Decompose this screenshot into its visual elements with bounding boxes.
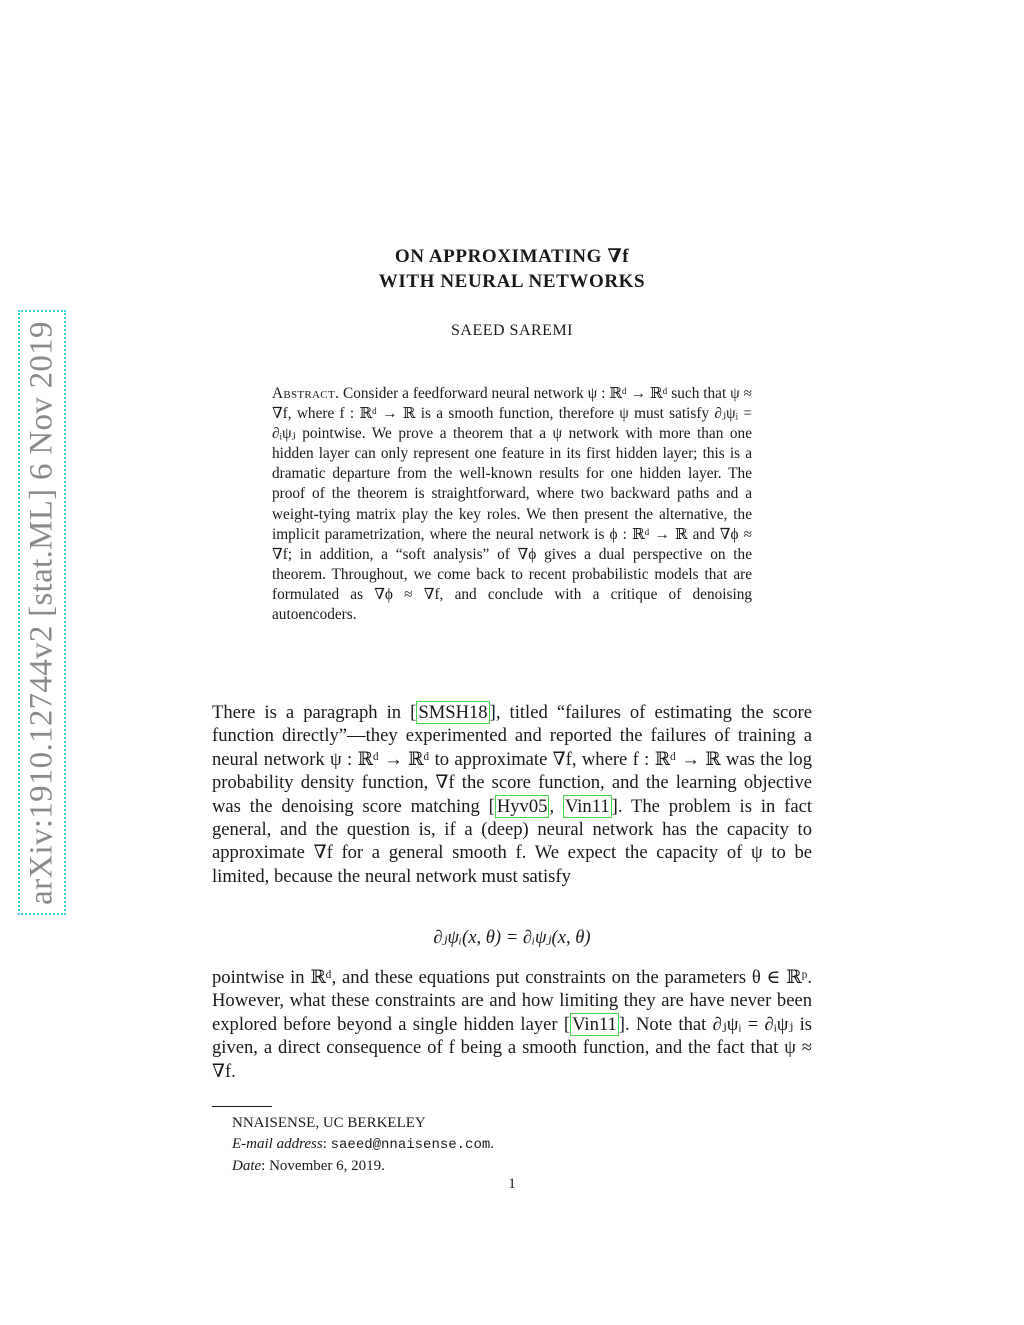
email-line: E-mail address: saeed@nnaisense.com. (232, 1136, 495, 1153)
author-name: SAEED SAREMI (450, 322, 573, 339)
paragraph-intro-part-2: , titled “failures of estimating the score function directly”—they experimented and reported the failures of training a neural network ψ : ℝᵈ → ℝᵈ to approximate ∇f, where f : ℝᵈ → ℝ was the log probability density function, ∇f the score function, and the learning objective was the denoising score matching (212, 702, 812, 817)
title-line-2: WITH NEURAL NETWORKS (378, 271, 646, 292)
abstract-label: Abstract. (272, 385, 340, 402)
date-label: Date (232, 1158, 262, 1174)
title-line-1: ON APPROXIMATING ∇f (394, 246, 630, 267)
abstract (272, 384, 752, 625)
citation-link-vin11-second[interactable]: Vin11 (572, 1013, 617, 1035)
arxiv-identifier: arXiv:1910.12744v2 [stat.ML] 6 Nov 2019 (23, 320, 60, 905)
citation-link-hyv05[interactable]: Hyv05 (496, 795, 548, 817)
symmetry-equation: ∂ⱼψᵢ(x, θ) = ∂ᵢψⱼ(x, θ) (433, 927, 591, 948)
footnotes (232, 1113, 494, 1177)
paragraph-intro-part-1: There is a paragraph in (212, 702, 411, 723)
date-value: November 6, 2019. (269, 1158, 385, 1174)
email-label: E-mail address (232, 1136, 323, 1152)
citation-link-vin11[interactable]: Vin11 (564, 795, 610, 817)
affiliation: NNAISENSE, UC BERKELEY (232, 1115, 426, 1131)
date-line: Date: November 6, 2019. (232, 1158, 385, 1174)
abstract-text: Consider a feedforward neural network ψ : ℝᵈ → ℝᵈ such that ψ ≈ ∇f, where f : ℝᵈ → ℝ is a smooth function, therefore ψ must satisfy ∂ⱼψᵢ = ∂ᵢψⱼ pointwise. We prove a theorem that a ψ network with more than one hidden layer can only represent one feature in its first hidden layer; this is a dramatic departure from the well-known results for one hidden layer. The proof of the theorem is straightforward, where two backward paths and a weight-tying matrix play the key roles. We then present the alternative, the implicit parametrization, where the neural network is ϕ : ℝᵈ → ℝ and ∇ϕ ≈ ∇f; in addition, a “soft analysis” of ∇ϕ gives a dual perspective on the theorem. Throughout, we come back to recent probabilistic models that are formulated as ∇ϕ ≈ ∇f, and conclude with a critique of denoising autoencoders. (272, 385, 752, 624)
footnote-divider (212, 1106, 272, 1107)
paragraph-intro: There is a paragraph in [ SMSH18 ], titled “failures of estimating the score function directly”—they experimented and reported the failures of training a neural network ψ : ℝᵈ → ℝᵈ to approximate ∇f, where f : ℝᵈ → ℝ was the log probability density function, ∇f the score function, and the learning objective was the denoising score matching [ Hyv05 , Vin11 ]. The problem is in fact general, and the question is, if a (deep) neural network has the capacity to approximate ∇f for a general smooth f. We expect the capacity of ψ to be limited, because the neural network must satisfy (212, 702, 812, 887)
arxiv-sidebar (18, 310, 66, 915)
citation-separator: , (549, 795, 563, 817)
page-number: 1 (508, 1176, 516, 1192)
paragraph-constraints-part-1: pointwise in ℝᵈ, and these equations put constraints on the parameters θ ∈ ℝᵖ. However, what these constraints are and how limiting they are have never been explored before beyond a single hidden layer (212, 967, 812, 1035)
paragraph-intro-part-3: . The problem is in fact general, and the question is, if a (deep) neural network has the capacity to approximate ∇f for a general smooth f. We expect the capacity of ψ to be limited, because the neural network must satisfy (212, 795, 812, 887)
paper-title (0, 244, 1024, 294)
paragraph-constraints-part-2: . Note that ∂ⱼψᵢ = ∂ᵢψⱼ is given, a direct consequence of f being a smooth function, and the fact that ψ ≈ ∇f. (212, 1013, 813, 1082)
email-address[interactable]: saeed@nnaisense.com (330, 1137, 491, 1153)
paragraph-constraints: pointwise in ℝᵈ, and these equations put constraints on the parameters θ ∈ ℝᵖ. However, what these constraints are and how limiting they are have never been explored before beyond a single hidden layer [ Vin11 ]. Note that ∂ⱼψᵢ = ∂ᵢψⱼ is given, a direct consequence of f being a smooth function, and the fact that ψ ≈ ∇f. (212, 967, 813, 1082)
citation-link-smsh18[interactable]: SMSH18 (418, 702, 488, 723)
